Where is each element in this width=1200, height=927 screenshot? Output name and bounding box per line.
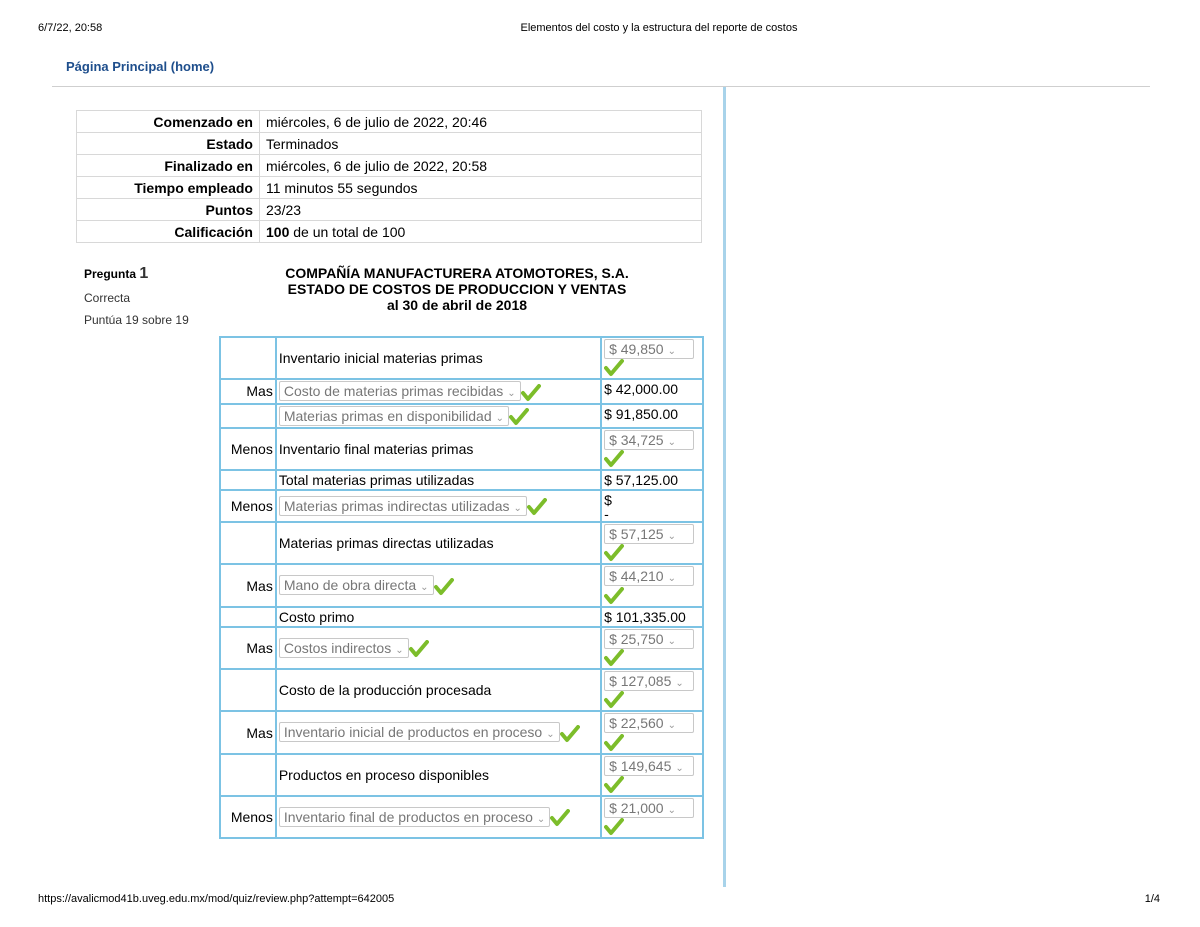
statement-row bbox=[220, 564, 703, 606]
check-icon bbox=[604, 691, 624, 709]
check-icon bbox=[604, 818, 624, 836]
chevron-down-icon: ⌄ bbox=[667, 720, 676, 732]
chevron-down-icon: ⌄ bbox=[667, 436, 676, 448]
summary-key: Calificación bbox=[77, 221, 260, 243]
grade-total: de un total de 100 bbox=[289, 223, 406, 240]
row-amount bbox=[601, 404, 703, 428]
row-amount bbox=[601, 470, 703, 490]
amount-value: $ 57,125.00 bbox=[604, 472, 679, 489]
amount-value: $ 42,000.00 bbox=[604, 381, 679, 398]
row-operator: Mas bbox=[220, 627, 276, 669]
check-icon bbox=[604, 359, 624, 377]
summary-key: Puntos bbox=[77, 199, 260, 221]
page-number: 1/4 bbox=[1144, 893, 1160, 905]
row-amount bbox=[601, 669, 703, 711]
select-value: Materias primas indirectas utilizadas bbox=[283, 498, 510, 515]
select-value: Materias primas en disponibilidad bbox=[283, 407, 492, 424]
check-icon bbox=[509, 408, 529, 426]
chevron-down-icon: ⌄ bbox=[667, 573, 676, 585]
select-value: $ 44,210 bbox=[609, 568, 664, 585]
summary-row bbox=[77, 199, 702, 221]
select-value: $ 57,125 bbox=[609, 526, 664, 543]
row-operator bbox=[220, 522, 276, 564]
summary-value: miércoles, 6 de julio de 2022, 20:58 bbox=[260, 155, 702, 177]
check-icon bbox=[604, 450, 624, 468]
row-amount bbox=[601, 337, 703, 379]
row-concept bbox=[276, 796, 601, 838]
row-amount bbox=[601, 711, 703, 753]
row-operator: Mas bbox=[220, 564, 276, 606]
concept-select[interactable] bbox=[279, 807, 550, 827]
question-number: 1 bbox=[139, 265, 149, 282]
concept-label: Inventario inicial materias primas bbox=[278, 350, 483, 367]
check-icon bbox=[604, 776, 624, 794]
summary-key: Estado bbox=[77, 133, 260, 155]
summary-value bbox=[260, 221, 702, 243]
concept-label: Costo primo bbox=[278, 608, 355, 625]
row-concept bbox=[276, 754, 601, 796]
select-value: $ 149,645 bbox=[609, 757, 672, 774]
check-icon bbox=[604, 734, 624, 752]
summary-row bbox=[77, 177, 702, 199]
select-value: Inventario final de productos en proceso bbox=[283, 808, 533, 825]
row-concept bbox=[276, 607, 601, 627]
row-amount bbox=[601, 796, 703, 838]
page-column-border bbox=[723, 87, 726, 887]
concept-select[interactable] bbox=[279, 722, 560, 742]
chevron-down-icon: ⌄ bbox=[546, 729, 555, 741]
row-operator: Mas bbox=[220, 379, 276, 403]
amount-select[interactable] bbox=[604, 339, 694, 359]
chevron-down-icon: ⌄ bbox=[507, 388, 516, 400]
summary-row bbox=[77, 155, 702, 177]
select-value: $ 49,850 bbox=[609, 341, 664, 357]
row-operator: Menos bbox=[220, 796, 276, 838]
row-operator: Menos bbox=[220, 428, 276, 470]
statement-row bbox=[220, 337, 703, 379]
row-amount bbox=[601, 490, 703, 522]
amount-value: $ 91,850.00 bbox=[604, 405, 679, 422]
select-value: Mano de obra directa bbox=[283, 577, 417, 594]
row-amount bbox=[601, 607, 703, 627]
select-value: Costos indirectos bbox=[283, 639, 392, 656]
statement-row bbox=[220, 522, 703, 564]
row-operator bbox=[220, 470, 276, 490]
home-link[interactable]: Página Principal (home) bbox=[66, 59, 215, 74]
check-icon bbox=[550, 809, 570, 827]
chevron-down-icon: ⌄ bbox=[536, 813, 546, 825]
chevron-down-icon: ⌄ bbox=[420, 582, 429, 594]
row-concept bbox=[276, 379, 601, 403]
select-value: $ 127,085 bbox=[609, 673, 672, 690]
statement-row bbox=[220, 711, 703, 753]
row-concept bbox=[276, 404, 601, 428]
chevron-down-icon: ⌄ bbox=[667, 346, 676, 357]
amount-value: $ bbox=[604, 492, 612, 509]
statement-row bbox=[220, 607, 703, 627]
print-date: 6/7/22, 20:58 bbox=[38, 22, 103, 34]
concept-select[interactable] bbox=[279, 575, 434, 595]
print-footer bbox=[38, 893, 1160, 905]
amount-select[interactable] bbox=[604, 430, 694, 450]
check-icon bbox=[409, 640, 429, 658]
summary-key: Finalizado en bbox=[77, 155, 260, 177]
concept-label: Total materias primas utilizadas bbox=[278, 472, 475, 489]
attempt-summary-table bbox=[76, 110, 702, 243]
concept-select[interactable] bbox=[279, 381, 521, 401]
row-operator bbox=[220, 404, 276, 428]
statement-row bbox=[220, 470, 703, 490]
grade-value: 100 bbox=[266, 223, 290, 240]
check-icon bbox=[604, 544, 624, 562]
statement-row bbox=[220, 627, 703, 669]
chevron-down-icon: ⌄ bbox=[395, 644, 404, 656]
amount-select[interactable] bbox=[604, 524, 694, 544]
select-value: $ 22,560 bbox=[609, 715, 664, 732]
row-amount bbox=[601, 379, 703, 403]
concept-label: Costo de la producción procesada bbox=[278, 682, 492, 699]
check-icon bbox=[604, 649, 624, 667]
concept-select[interactable] bbox=[279, 406, 509, 426]
row-operator bbox=[220, 337, 276, 379]
row-operator bbox=[220, 669, 276, 711]
print-title: Elementos del costo y la estructura del reporte de costos bbox=[520, 22, 798, 34]
cost-statement-table bbox=[219, 336, 704, 839]
row-operator: Menos bbox=[220, 490, 276, 522]
select-value: Costo de materias primas recibidas bbox=[283, 383, 504, 400]
row-amount bbox=[601, 428, 703, 470]
chevron-down-icon: ⌄ bbox=[667, 531, 676, 543]
row-concept bbox=[276, 711, 601, 753]
chevron-down-icon: ⌄ bbox=[667, 635, 676, 647]
row-concept bbox=[276, 470, 601, 490]
row-amount bbox=[601, 754, 703, 796]
statement-header bbox=[210, 265, 704, 313]
check-icon bbox=[604, 587, 624, 605]
concept-select[interactable] bbox=[279, 496, 527, 516]
row-concept bbox=[276, 337, 601, 379]
summary-key: Tiempo empleado bbox=[77, 177, 260, 199]
amount-select[interactable] bbox=[604, 756, 694, 776]
summary-value: Terminados bbox=[260, 133, 702, 155]
row-operator: Mas bbox=[220, 711, 276, 753]
row-concept bbox=[276, 564, 601, 606]
chevron-down-icon: ⌄ bbox=[667, 804, 676, 816]
amount-select[interactable] bbox=[604, 566, 694, 586]
print-url: https://avalicmod41b.uveg.edu.mx/mod/quiz/review.php?attempt=642005 bbox=[38, 893, 395, 905]
chevron-down-icon: ⌄ bbox=[495, 412, 505, 424]
summary-row bbox=[77, 221, 702, 243]
amount-select[interactable] bbox=[604, 713, 694, 733]
statement-row bbox=[220, 404, 703, 428]
statement-row bbox=[220, 490, 703, 522]
amount-dash: - bbox=[604, 506, 609, 523]
company-name: COMPAÑÍA MANUFACTURERA ATOMOTORES, S.A. bbox=[285, 265, 629, 281]
concept-select[interactable] bbox=[279, 638, 409, 658]
check-icon bbox=[521, 384, 541, 402]
check-icon bbox=[434, 578, 454, 596]
question-score: Puntúa 19 sobre 19 bbox=[84, 313, 189, 327]
summary-row bbox=[77, 111, 702, 133]
print-header bbox=[38, 22, 1160, 38]
concept-label: Productos en proceso disponibles bbox=[278, 766, 489, 783]
statement-row bbox=[220, 379, 703, 403]
chevron-down-icon: ⌄ bbox=[675, 762, 684, 774]
question-status: Correcta bbox=[84, 291, 131, 305]
amount-value: $ 101,335.00 bbox=[604, 608, 686, 625]
statement-title: ESTADO DE COSTOS DE PRODUCCION Y VENTAS bbox=[287, 281, 627, 297]
statement-date: al 30 de abril de 2018 bbox=[386, 297, 528, 313]
select-value: $ 34,725 bbox=[609, 431, 664, 448]
row-concept bbox=[276, 490, 601, 522]
question-label: Pregunta bbox=[84, 267, 137, 281]
question-info bbox=[84, 265, 189, 335]
summary-key: Comenzado en bbox=[77, 111, 260, 133]
summary-row bbox=[77, 133, 702, 155]
statement-row bbox=[220, 796, 703, 838]
select-value: Inventario inicial de productos en proceso bbox=[283, 724, 543, 741]
check-icon bbox=[560, 725, 580, 743]
row-concept bbox=[276, 627, 601, 669]
row-concept bbox=[276, 669, 601, 711]
select-value: $ 21,000 bbox=[609, 799, 664, 816]
statement-row bbox=[220, 669, 703, 711]
summary-value: 23/23 bbox=[260, 199, 702, 221]
summary-value: miércoles, 6 de julio de 2022, 20:46 bbox=[260, 111, 702, 133]
row-concept bbox=[276, 428, 601, 470]
row-operator bbox=[220, 754, 276, 796]
row-amount bbox=[601, 522, 703, 564]
chevron-down-icon: ⌄ bbox=[675, 678, 684, 690]
row-amount bbox=[601, 564, 703, 606]
summary-value: 11 minutos 55 segundos bbox=[260, 177, 702, 199]
amount-select[interactable] bbox=[604, 671, 694, 691]
select-value: $ 25,750 bbox=[609, 630, 664, 647]
row-operator bbox=[220, 607, 276, 627]
chevron-down-icon: ⌄ bbox=[513, 503, 522, 515]
row-amount bbox=[601, 627, 703, 669]
statement-row bbox=[220, 754, 703, 796]
amount-select[interactable] bbox=[604, 629, 694, 649]
statement-row bbox=[220, 428, 703, 470]
concept-label: Materias primas directas utilizadas bbox=[278, 535, 494, 552]
check-icon bbox=[527, 498, 547, 516]
concept-label: Inventario final materias primas bbox=[278, 441, 474, 458]
row-concept bbox=[276, 522, 601, 564]
divider bbox=[52, 86, 1150, 87]
amount-select[interactable] bbox=[604, 798, 694, 818]
